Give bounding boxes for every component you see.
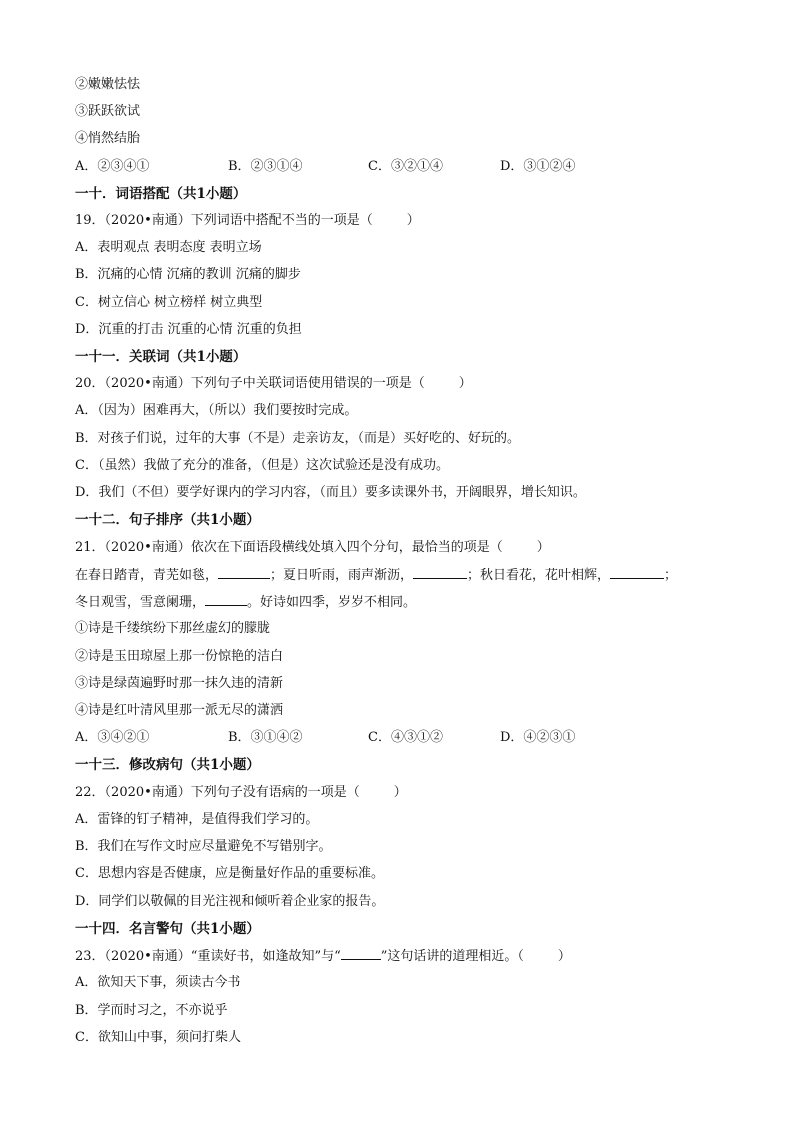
question-22 — [75, 784, 764, 802]
question-20-close: ） — [458, 376, 472, 391]
sentence-item-3: ③诗是绿茵遍野时那一抹久违的清新 — [75, 676, 284, 691]
passage-text: ； — [664, 568, 678, 583]
prev-option-d[interactable]: D．③①②④ — [500, 159, 576, 174]
sentence-item-1: ①诗是千缕缤纷下那丝虚幻的朦胧 — [75, 621, 271, 636]
q22-option-d[interactable]: D．同学们以敬佩的目光注视和倾听着企业家的报告。 — [75, 894, 385, 909]
question-19-close: ） — [406, 213, 420, 228]
prev-item-3: ③跃跃欲试 — [75, 104, 141, 119]
question-21-close: ） — [536, 540, 550, 555]
sentence-item-2: ②诗是玉田琼屋上那一份惊艳的洁白 — [75, 649, 284, 664]
section-heading-11: 一十一．关联词（共1小题） — [75, 349, 247, 365]
q19-option-a[interactable]: A．表明观点 表明态度 表明立场 — [75, 240, 262, 255]
question-20-text: 20．（2020•南通）下列句子中关联词语使用错误的一项是（ — [75, 376, 425, 391]
q19-option-c[interactable]: C．树立信心 树立榜样 树立典型 — [75, 295, 263, 310]
q20-option-d[interactable]: D．我们（不但）要学好课内的学习内容，（而且）要多读课外书，开阔眼界，增长知识。 — [75, 485, 586, 500]
section-heading-10: 一十．词语搭配（共1小题） — [75, 186, 247, 202]
q21-option-c[interactable]: C．④③①② — [368, 730, 443, 745]
passage-line-1 — [75, 566, 764, 585]
q21-option-d[interactable]: D．④②③① — [500, 730, 576, 745]
passage-text: ；夏日听雨，雨声渐沥， — [270, 568, 414, 583]
question-21-text: 21．（2020•南通）依次在下面语段横线处填入四个分句，最恰当的项是（ — [75, 540, 503, 555]
question-21 — [75, 539, 764, 557]
q20-option-c[interactable]: C．（虽然）我做了充分的准备，（但是）这次试验还是没有成功。 — [75, 458, 449, 473]
fill-blank-2[interactable] — [413, 566, 467, 579]
q19-option-b[interactable]: B．沉痛的心情 沉痛的教训 沉痛的脚步 — [75, 267, 301, 282]
passage-text: 冬日观雪，雪意阑珊， — [75, 595, 206, 610]
question-23 — [75, 947, 764, 966]
prev-option-b[interactable]: B．②③①④ — [228, 159, 303, 174]
q22-option-b[interactable]: B．我们在写作文时应尽量避免不写错别字。 — [75, 839, 332, 854]
section-heading-13: 一十三．修改病句（共1小题） — [75, 757, 260, 773]
q23-option-c[interactable]: C．欲知山中事，须问打柴人 — [75, 1030, 241, 1045]
question-19-text: 19．（2020•南通）下列词语中搭配不当的一项是（ — [75, 213, 373, 228]
q22-option-a[interactable]: A．雷锋的钉子精神，是值得我们学习的。 — [75, 812, 319, 827]
q21-option-b[interactable]: B．③①④② — [228, 730, 303, 745]
question-20 — [75, 375, 764, 393]
section-heading-12: 一十二．句子排序（共1小题） — [75, 512, 260, 528]
q19-option-d[interactable]: D．沉重的打击 沉重的心情 沉重的负担 — [75, 322, 302, 337]
section-heading-14: 一十四．名言警句（共1小题） — [75, 921, 260, 937]
prev-option-a[interactable]: A．②③④① — [75, 159, 150, 174]
question-23-close: ） — [557, 949, 571, 964]
question-23-text-2: ”这句话讲的道理相近。（ — [380, 949, 524, 964]
q20-option-b[interactable]: B．对孩子们说，过年的大事（不是）走亲访友，（而是）买好吃的、好玩的。 — [75, 431, 521, 446]
fill-blank-1[interactable] — [218, 566, 270, 579]
fill-blank-quote[interactable] — [341, 947, 381, 960]
q22-option-c[interactable]: C．思想内容是否健康，应是衡量好作品的重要标准。 — [75, 866, 384, 881]
passage-text: 。好诗如四季，岁岁不相同。 — [247, 595, 417, 610]
passage-line-2 — [75, 593, 764, 612]
prev-option-c[interactable]: C．③②①④ — [368, 159, 443, 174]
question-22-close: ） — [393, 785, 407, 800]
fill-blank-4[interactable] — [205, 593, 247, 606]
q23-option-a[interactable]: A．欲知天下事，须读古今书 — [75, 975, 241, 990]
fill-blank-3[interactable] — [610, 566, 664, 579]
passage-text: ；秋日看花，花叶相辉， — [467, 568, 611, 583]
q23-option-b[interactable]: B．学而时习之，不亦说乎 — [75, 1003, 228, 1018]
passage-text: 在春日踏青，青芜如毯， — [75, 568, 219, 583]
question-22-text: 22．（2020•南通）下列句子没有语病的一项是（ — [75, 785, 360, 800]
prev-item-2: ②嫩嫩怯怯 — [75, 77, 141, 92]
question-19 — [75, 212, 764, 230]
question-23-text: 23．（2020•南通）“重读好书，如逢故知”与“ — [75, 949, 341, 964]
q20-option-a[interactable]: A．（因为）困难再大，（所以）我们要按时完成。 — [75, 403, 358, 418]
q21-option-a[interactable]: A．③④②① — [75, 730, 150, 745]
prev-item-4: ④悄然结胎 — [75, 131, 141, 146]
sentence-item-4: ④诗是红叶清风里那一派无尽的潇洒 — [75, 703, 284, 718]
